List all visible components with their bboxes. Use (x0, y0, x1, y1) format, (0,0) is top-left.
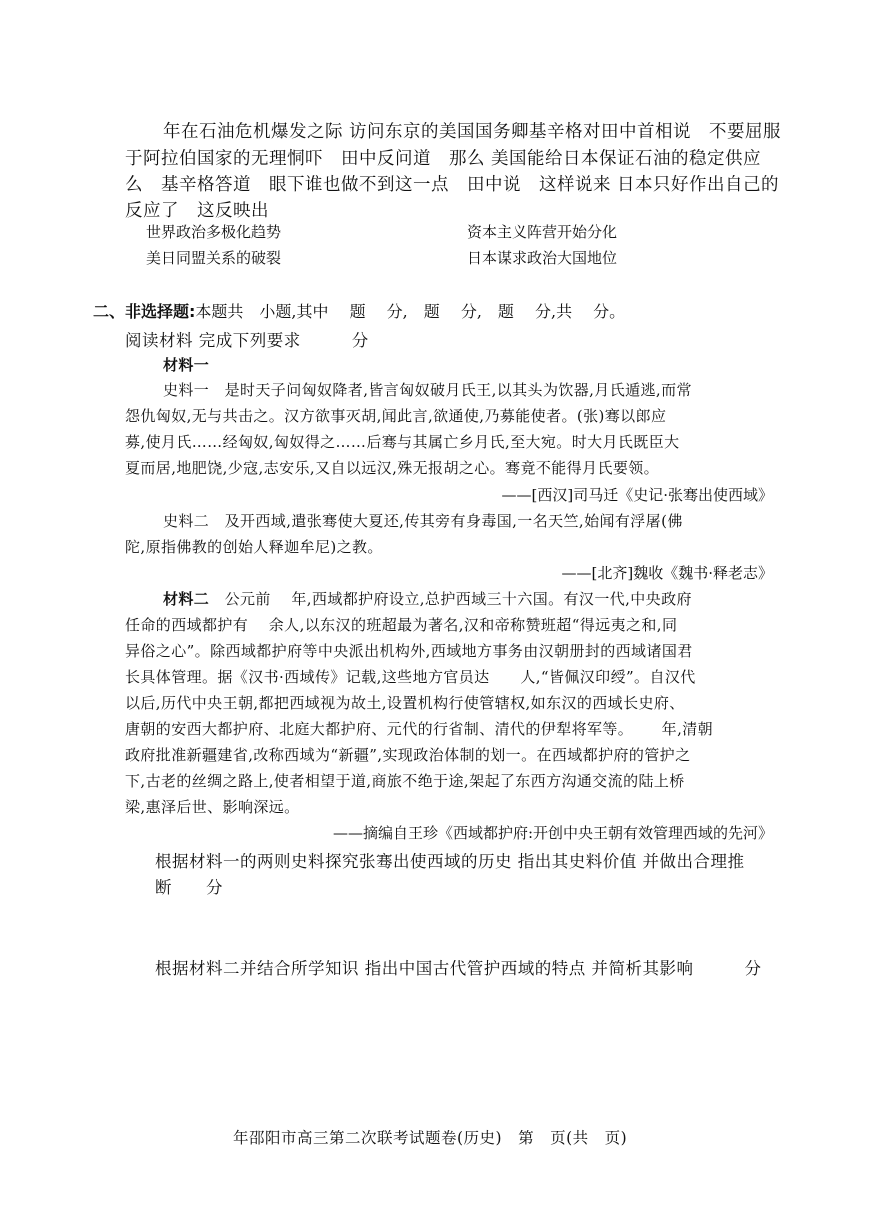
section-2-header (93, 299, 625, 322)
question-line-1: 年在石油危机爆发之际 访问东京的美国国务卿基辛格对田中首相说 不要屈服 (163, 122, 782, 142)
material-2-label: 材料二 (163, 590, 210, 608)
section-2-title: 二、非选择题: (93, 302, 196, 321)
option-c: 美日同盟关系的破裂 (146, 249, 282, 267)
question-line-4: 反应了 这反映出 (125, 201, 269, 221)
m2-line-4: 长具体管理。据《汉书·西域传》记载,这些地方官员达 人,“皆佩汉印绶”。自汉代 (125, 668, 696, 686)
m2-line-1: 公元前 年,西域都护府设立,总护西域三十六国。有汉一代,中央政府 (224, 590, 692, 608)
m2-source: ——摘编自王珍《西域都护府:开创中央王朝有效管理西域的先河》 (332, 824, 773, 842)
page-footer: 年邵阳市高三第二次联考试题卷(历史) 第 页(共 页) (233, 1129, 628, 1147)
option-b: 资本主义阵营开始分化 (467, 223, 618, 241)
m2-line-2: 任命的西域都护有 余人,以东汉的班超最为著名,汉和帝称赞班超“得远夷之和,同 (125, 616, 678, 634)
question-line-2: 于阿拉伯国家的无理恫吓 田中反问道 那么 美国能给日本保证石油的稳定供应 (125, 149, 762, 169)
option-d: 日本谋求政治大国地位 (467, 249, 618, 267)
section-2-desc: 本题共 小题,其中 题 分, 题 分, 题 分,共 分。 (195, 302, 626, 321)
task-1-line-2: 断 分 (155, 878, 223, 897)
material-2-first-line (163, 588, 692, 609)
m1-s2-line-2: 陀,原指佛教的创始人释迦牟尼)之教。 (125, 538, 383, 556)
question-intro: 阅读材料 完成下列要求 分 (125, 331, 369, 350)
m2-line-7: 政府批准新疆建省,改称西域为“新疆”,实现政治体制的划一。在西域都护府的管护之 (125, 746, 691, 764)
m1-s2-source: ——[北齐]魏收《魏书·释老志》 (561, 564, 773, 582)
m1-s1-line-3: 募,使月氏……经匈奴,匈奴得之……后骞与其属亡乡月氏,至大宛。时大月氏既臣大 (125, 433, 680, 451)
m1-s1-line-4: 夏而居,地肥饶,少寇,志安乐,又自以远汉,殊无报胡之心。骞竟不能得月氏要领。 (125, 459, 660, 477)
option-a: 世界政治多极化趋势 (146, 223, 282, 241)
m1-s1-line-1: 史料一 是时天子问匈奴降者,皆言匈奴破月氏王,以其头为饮器,月氏遁逃,而常 (163, 381, 692, 399)
m2-line-9: 梁,惠泽后世、影响深远。 (125, 798, 300, 816)
question-line-3: 么 基辛格答道 眼下谁也做不到这一点 田中说 这样说来 日本只好作出自己的 (125, 175, 780, 195)
m2-line-3: 异俗之心”。除西域都护府等中央派出机构外,西域地方事务由汉朝册封的西域诸国君 (125, 642, 693, 660)
material-1-label: 材料一 (163, 356, 210, 374)
m2-line-5: 以后,历代中央王朝,都把西域视为故土,设置机构行使管辖权,如东汉的西域长史府、 (125, 694, 685, 712)
m1-s1-source: ——[西汉]司马迁《史记·张骞出使西域》 (501, 486, 773, 504)
m1-s1-line-2: 怨仇匈奴,无与共击之。汉方欲事灭胡,闻此言,欲通使,乃募能使者。(张)骞以郎应 (125, 407, 667, 425)
task-1-line-1: 根据材料一的两则史料探究张骞出使西域的历史 指出其史料价值 并做出合理推 (155, 852, 745, 871)
m1-s2-line-1: 史料二 及开西域,遣张骞使大夏还,传其旁有身毒国,一名天竺,始闻有浮屠(佛 (163, 512, 683, 530)
task-2: 根据材料二并结合所学知识 指出中国古代管护西域的特点 并简析其影响 分 (155, 959, 762, 978)
m2-line-6: 唐朝的安西大都护府、北庭大都护府、元代的行省制、清代的伊犁将军等。 年,清朝 (125, 720, 714, 738)
m2-line-8: 下,古老的丝绸之路上,使者相望于道,商旅不绝于途,架起了东西方沟通交流的陆上桥 (125, 772, 685, 790)
